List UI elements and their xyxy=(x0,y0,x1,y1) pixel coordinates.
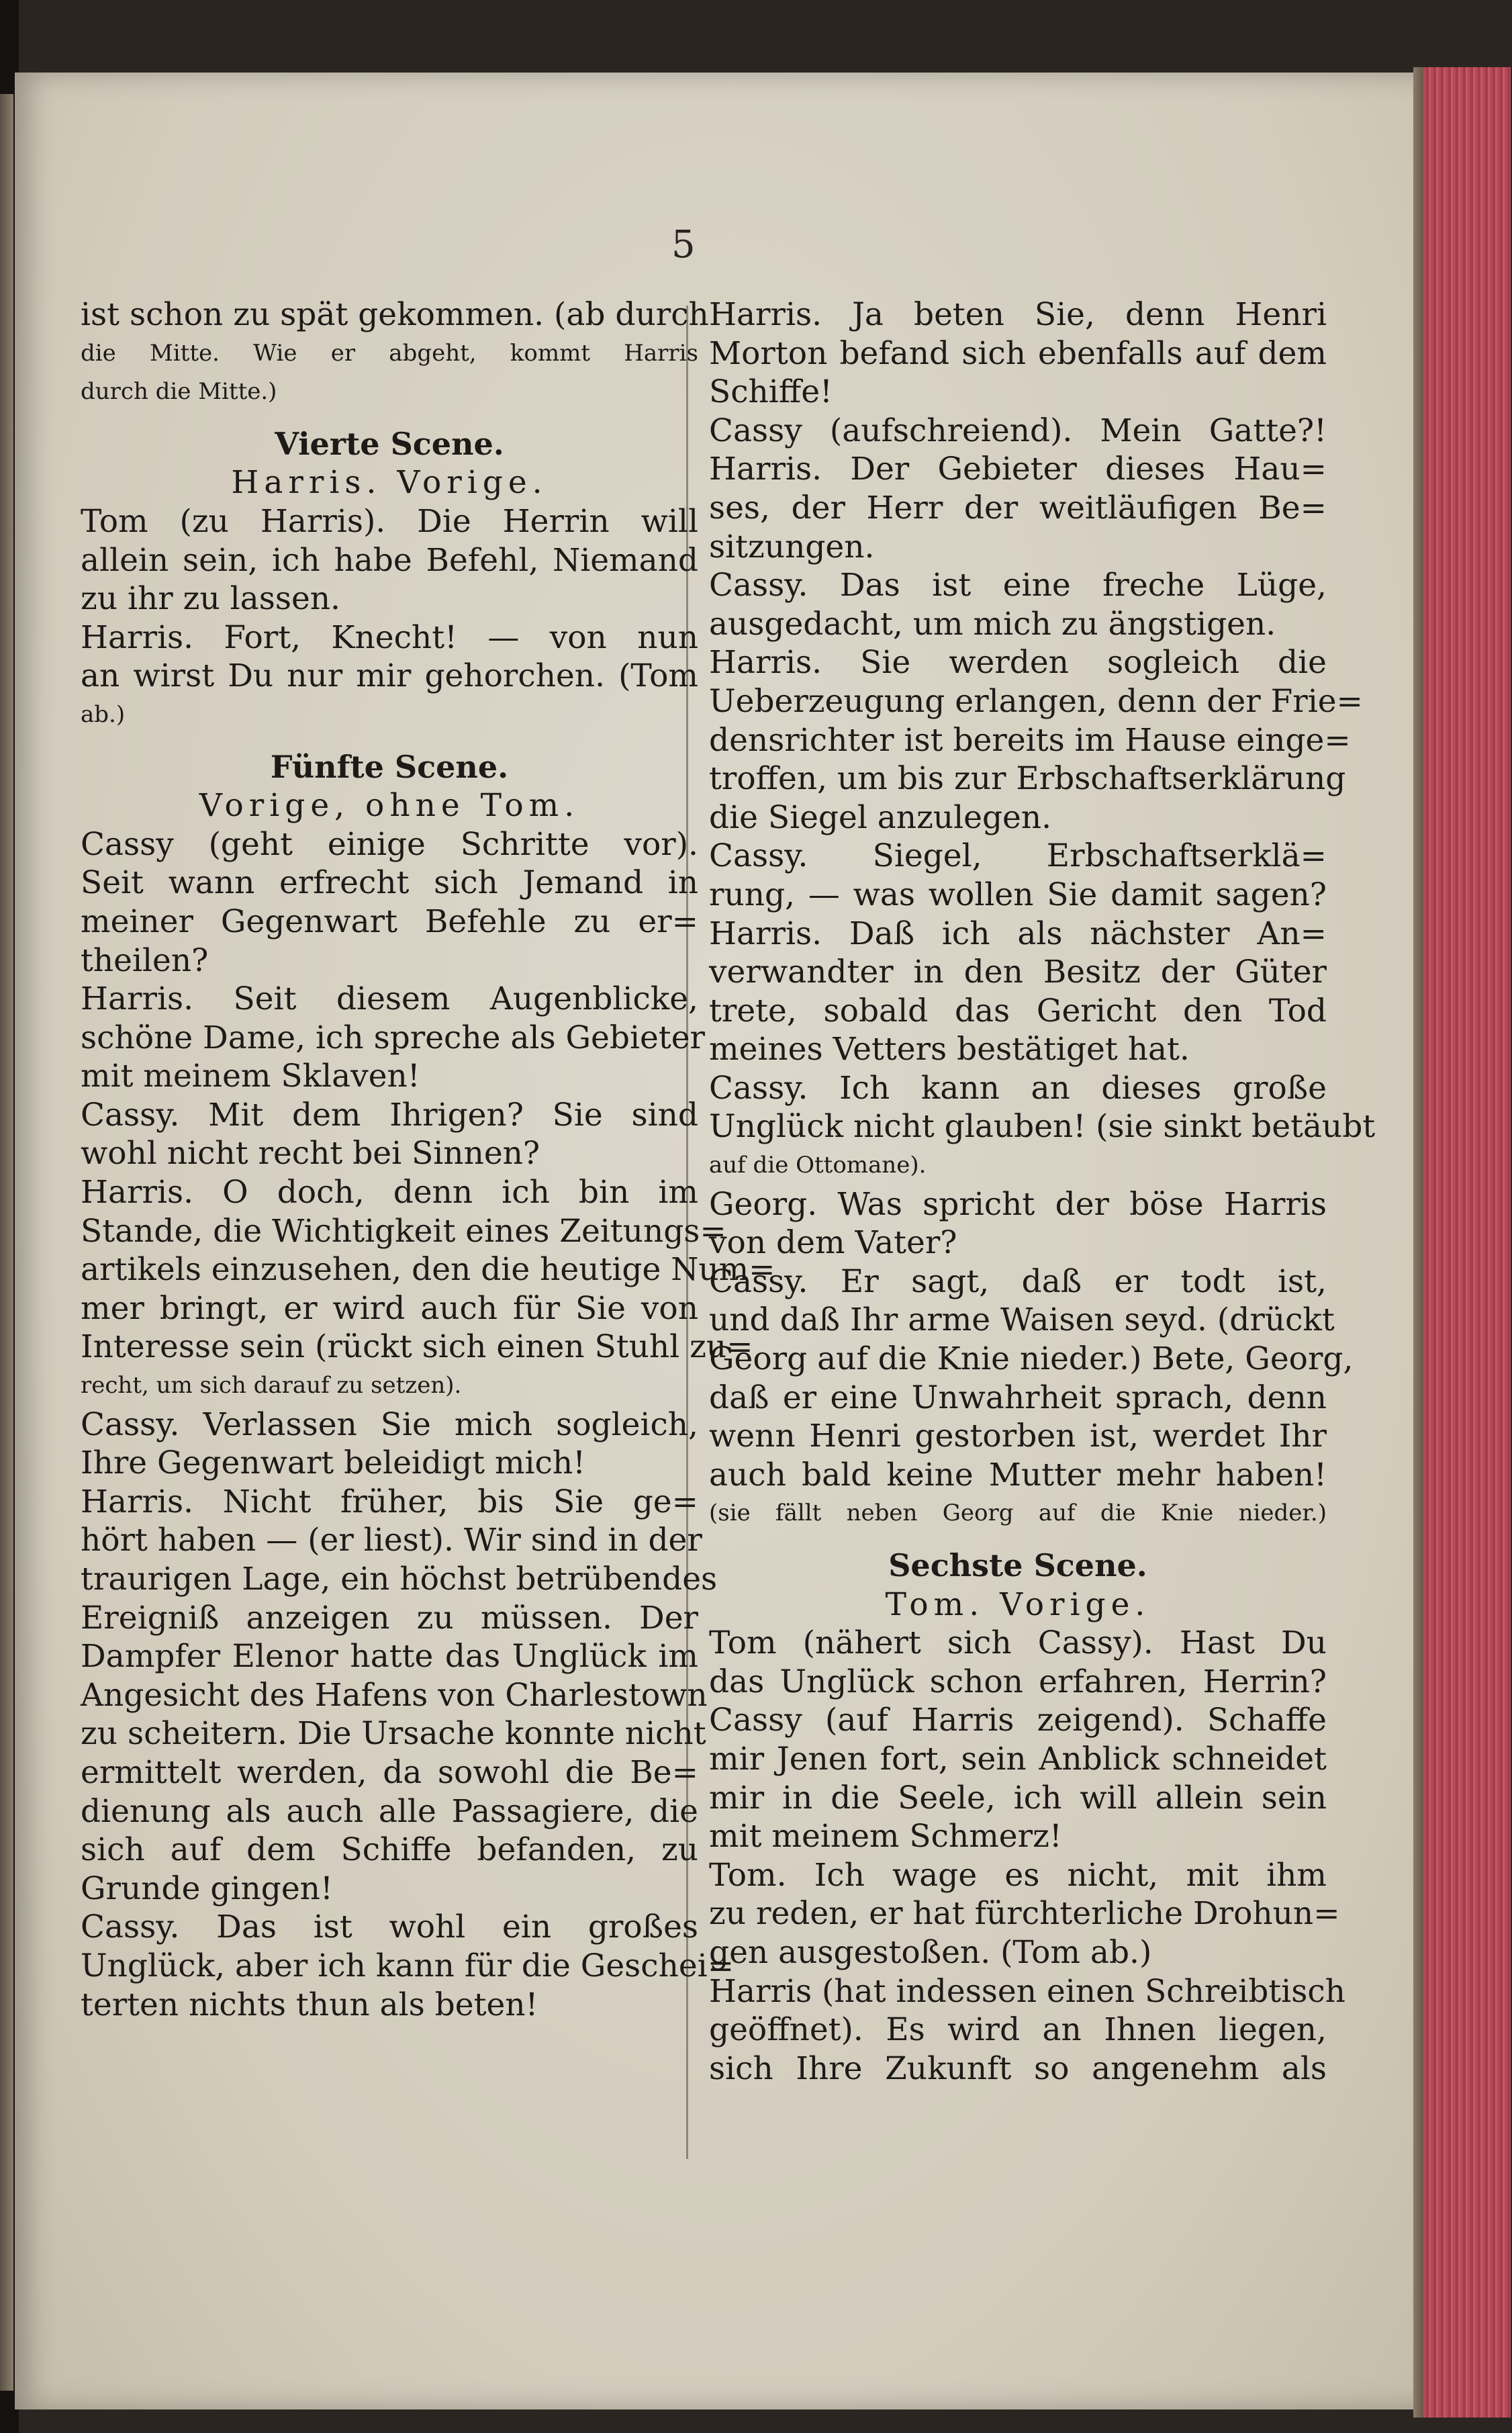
text-line: mer bringt, er wird auch für Sie von xyxy=(81,1289,698,1327)
text-line: ausgedacht, um mich zu ängstigen. xyxy=(709,605,1276,643)
text-line: auf die Ottomane). xyxy=(709,1152,927,1179)
text-line: Unglück nicht glauben! (sie sinkt betäubt xyxy=(709,1108,1376,1146)
text-line: geöffnet). Es wird an Ihnen liegen, xyxy=(709,2011,1327,2049)
text-line: traurigen Lage, ein höchst betrübendes xyxy=(81,1561,718,1598)
text-line: Cassy. Ich kann an dieses große xyxy=(709,1069,1327,1107)
text-line: Cassy (geht einige Schritte vor). xyxy=(81,825,698,863)
text-line: Tom. Vorige. xyxy=(885,1586,1151,1623)
text-line: Harris. Nicht früher, bis Sie ge= xyxy=(81,1483,698,1520)
text-line: Harris. Vorige. xyxy=(231,464,548,502)
text-line: die Mitte. Wie er abgeht, kommt Harris xyxy=(81,339,698,367)
text-line: daß er eine Unwahrheit sprach, denn xyxy=(709,1379,1327,1416)
text-line: Harris (hat indessen einen Schreibtisch xyxy=(709,1972,1345,2010)
text-line: hört haben — (er liest). Wir sind in der xyxy=(81,1522,702,1559)
text-line: die Siegel anzulegen. xyxy=(709,798,1052,836)
text-line: und daß Ihr arme Waisen seyd. (drückt xyxy=(709,1301,1335,1339)
text-line: Grunde gingen! xyxy=(81,1870,333,1907)
text-line: Angesicht des Hafens von Charlestown xyxy=(81,1676,708,1714)
text-line: wohl nicht recht bei Sinnen? xyxy=(81,1135,540,1173)
text-line: zu reden, er hat fürchterliche Drohun= xyxy=(709,1895,1340,1933)
text-line: auch bald keine Mutter mehr haben! xyxy=(709,1456,1327,1494)
text-line: Cassy. Das ist eine freche Lüge, xyxy=(709,567,1327,604)
text-line: (sie fällt neben Georg auf die Knie nieder.) xyxy=(709,1500,1327,1527)
text-line: Morton befand sich ebenfalls auf dem xyxy=(709,334,1327,372)
text-line: Cassy. Verlassen Sie mich sogleich, xyxy=(81,1406,698,1443)
text-line: Ereigniß anzeigen zu müssen. Der xyxy=(81,1599,698,1637)
text-line: wenn Henri gestorben ist, werdet Ihr xyxy=(709,1418,1327,1455)
text-line: meiner Gegenwart Befehle zu er= xyxy=(81,903,698,940)
text-line: troffen, um bis zur Erbschaftserklärung xyxy=(709,760,1346,798)
text-line: Harris. Fort, Knecht! — von nun xyxy=(81,618,698,656)
text-line: Tom. Ich wage es nicht, mit ihm xyxy=(709,1856,1327,1894)
text-line: von dem Vater? xyxy=(709,1224,957,1262)
text-line: meines Vetters bestätiget hat. xyxy=(709,1031,1190,1068)
text-line: durch die Mitte.) xyxy=(81,378,277,406)
text-line: dienung als auch alle Passagiere, die xyxy=(81,1792,698,1830)
scene-heading: Sechste Scene. xyxy=(888,1547,1147,1583)
text-line: Harris. Sie werden sogleich die xyxy=(709,644,1327,682)
text-line: zu scheitern. Die Ursache konnte nicht xyxy=(81,1715,706,1753)
text-line: terten nichts thun als beten! xyxy=(81,1986,538,2023)
scene-heading: Fünfte Scene. xyxy=(270,748,509,785)
text-line: Ihre Gegenwart beleidigt mich! xyxy=(81,1444,586,1482)
text-line: Cassy. Mit dem Ihrigen? Sie sind xyxy=(81,1096,698,1134)
text-line: an wirst Du nur mir gehorchen. (Tom xyxy=(81,657,698,695)
text-line: Dampfer Elenor hatte das Unglück im xyxy=(81,1638,698,1675)
text-line: mir in die Seele, ich will allein sein xyxy=(709,1779,1327,1817)
text-line: Harris. Daß ich als nächster An= xyxy=(709,915,1327,952)
text-line: Georg auf die Knie nieder.) Bete, Georg, xyxy=(709,1340,1354,1378)
text-line: mit meinem Sklaven! xyxy=(81,1058,420,1095)
text-line: das Unglück schon erfahren, Herrin? xyxy=(709,1663,1327,1700)
text-line: sich Ihre Zukunft so angenehm als xyxy=(709,2050,1327,2087)
text-line: Vorige, ohne Tom. xyxy=(199,787,580,825)
text-line: Harris. Ja beten Sie, denn Henri xyxy=(709,296,1327,333)
text-line: Schiffe! xyxy=(709,373,833,411)
text-line: rung, — was wollen Sie damit sagen? xyxy=(709,876,1327,913)
text-line: Cassy (auf Harris zeigend). Schaffe xyxy=(709,1702,1327,1739)
text-line: ab.) xyxy=(81,700,126,728)
text-line: Cassy. Das ist wohl ein großes xyxy=(81,1909,698,1946)
text-line: Georg. Was spricht der böse Harris xyxy=(709,1185,1327,1223)
text-line: densrichter ist bereits im Hause einge= xyxy=(709,721,1351,759)
text-line: Harris. Seit diesem Augenblicke, xyxy=(81,980,698,1018)
text-line: theilen? xyxy=(81,942,209,979)
text-line: mit meinem Schmerz! xyxy=(709,1818,1062,1855)
text-line: zu ihr zu lassen. xyxy=(81,580,340,618)
text-line: trete, sobald das Gericht den Tod xyxy=(709,992,1327,1029)
text-line: mir Jenen fort, sein Anblick schneidet xyxy=(709,1740,1327,1778)
text-line: Tom (nähert sich Cassy). Hast Du xyxy=(709,1624,1327,1662)
text-line: Unglück, aber ich kann für die Geschei= xyxy=(81,1947,735,1984)
text-line: Seit wann erfrecht sich Jemand in xyxy=(81,864,698,902)
section-gap xyxy=(81,735,698,748)
section-gap xyxy=(81,412,698,425)
text-line: recht, um sich darauf zu setzen). xyxy=(81,1372,462,1399)
previous-page-edge xyxy=(0,94,13,2391)
text-line: Harris. O doch, denn ich bin im xyxy=(81,1174,698,1211)
text-line: sich auf dem Schiffe befanden, zu xyxy=(81,1831,698,1869)
text-line: Cassy (aufschreiend). Mein Gatte?! xyxy=(709,412,1327,449)
red-page-edges xyxy=(1423,67,1511,2418)
text-line: artikels einzusehen, den die heutige Num= xyxy=(81,1251,775,1289)
text-line: verwandter in den Besitz der Güter xyxy=(709,954,1327,991)
text-line: Cassy. Siegel, Erbschaftserklä= xyxy=(709,837,1327,875)
text-line: gen ausgestoßen. (Tom ab.) xyxy=(709,1933,1152,1971)
text-line: Harris. Der Gebieter dieses Hau= xyxy=(709,451,1327,488)
right-text-column xyxy=(709,295,1376,2088)
text-line: Tom (zu Harris). Die Herrin will xyxy=(81,502,698,540)
scene-heading: Vierte Scene. xyxy=(275,425,504,462)
text-line: allein sein, ich habe Befehl, Niemand xyxy=(81,541,698,579)
text-line: Ueberzeugung erlangen, denn der Frie= xyxy=(709,682,1363,720)
left-text-column xyxy=(81,295,775,2024)
text-line: ermittelt werden, da sowohl die Be= xyxy=(81,1753,698,1791)
text-line: Interesse sein (rückt sich einen Stuhl zu= xyxy=(81,1328,753,1366)
text-line: ses, der Herr der weitläufigen Be= xyxy=(709,489,1327,526)
text-line: Cassy. Er sagt, daß er todt ist, xyxy=(709,1263,1327,1300)
page-number: 5 xyxy=(671,223,696,267)
text-line: Stande, die Wichtigkeit eines Zeitungs= xyxy=(81,1212,726,1250)
section-gap xyxy=(709,1533,1327,1547)
text-line: schöne Dame, ich spreche als Gebieter xyxy=(81,1019,705,1056)
text-line: ist schon zu spät gekommen. (ab durch xyxy=(81,296,709,333)
text-line: sitzungen. xyxy=(709,528,875,565)
